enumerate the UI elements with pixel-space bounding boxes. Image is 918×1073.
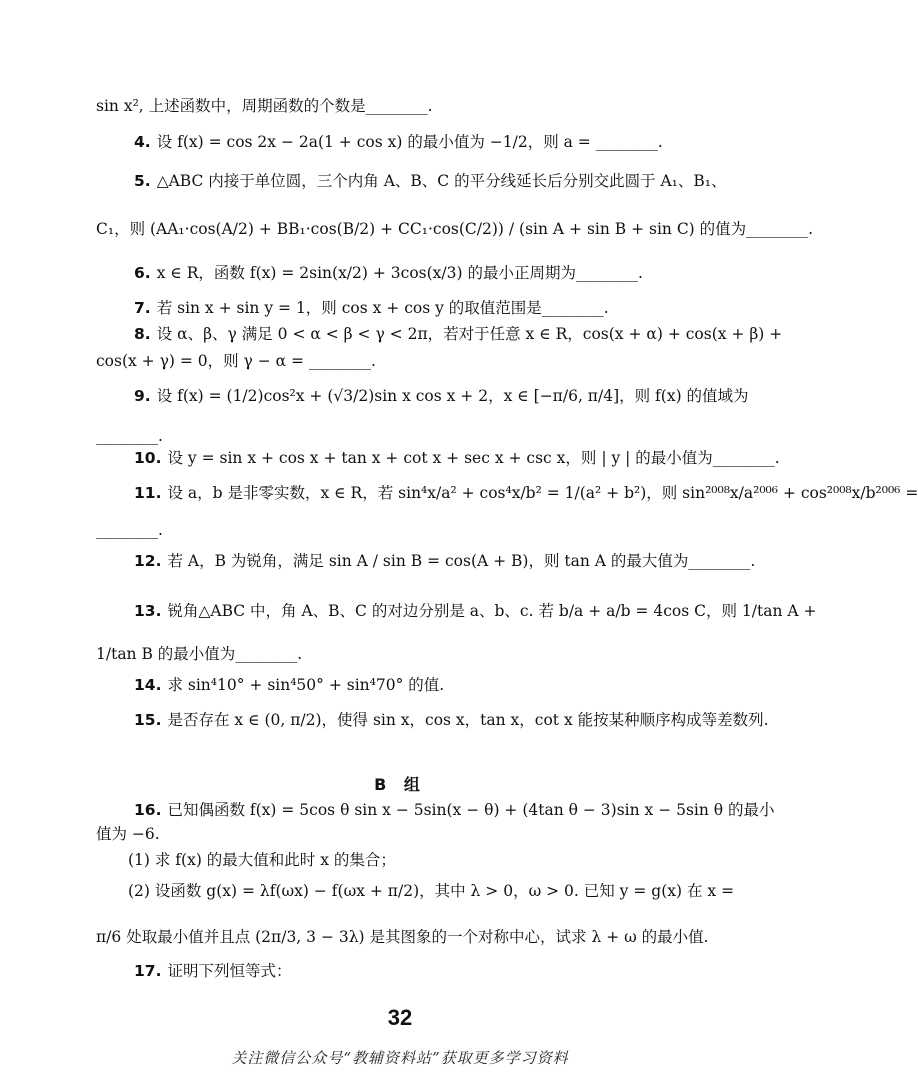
problem-11-continuation: ________.	[96, 521, 163, 539]
problem-9-continuation: ________.	[96, 427, 163, 445]
problem-15: 15. 是否存在 x ∈ (0, π/2)，使得 sin x，cos x，tan x，cot x 能按某种顺序构成等差数列.	[134, 711, 769, 729]
problem-8: 8. 设 α、β、γ 满足 0 < α < β < γ < 2π，若对于任意 x ∈ R，cos(x + α) + cos(x + β) +	[134, 325, 783, 343]
page-number: 32	[387, 1005, 413, 1030]
problem-16-part-2-continuation: π/6 处取最小值并且点 (2π/3, 3 − 3λ) 是其图象的一个对称中心，试求 λ + ω 的最小值.	[96, 928, 709, 946]
problem-7: 7. 若 sin x + sin y = 1，则 cos x + cos y 的取值范围是________.	[134, 299, 609, 317]
problem-16: 16. 已知偶函数 f(x) = 5cos θ sin x − 5sin(x − θ) + (4tan θ − 3)sin x − 5sin θ 的最小	[134, 801, 775, 819]
problem-17: 17. 证明下列恒等式：	[134, 962, 292, 980]
problem-13-continuation: 1/tan B 的最小值为________.	[96, 645, 303, 663]
problem-12: 12. 若 A，B 为锐角，满足 sin A / sin B = cos(A + B)，则 tan A 的最大值为________.	[134, 552, 756, 570]
problem-4: 4. 设 f(x) = cos 2x − 2a(1 + cos x) 的最小值为 −1/2，则 a = ________.	[134, 133, 663, 151]
problem-9: 9. 设 f(x) = (1/2)cos²x + (√3/2)sin x cos x + 2，x ∈ [−π/6, π/4]，则 f(x) 的值域为	[134, 387, 749, 405]
problem-5-continuation: C₁，则 (AA₁·cos(A/2) + BB₁·cos(B/2) + CC₁·cos(C/2)) / (sin A + sin B + sin C) 的值为________.	[96, 220, 814, 238]
problem-16-part-2: (2) 设函数 g(x) = λf(ωx) − f(ωx + π/2)，其中 λ > 0，ω > 0. 已知 y = g(x) 在 x =	[128, 882, 735, 900]
problem-16-part-1: (1) 求 f(x) 的最大值和此时 x 的集合；	[128, 851, 396, 869]
problem-6: 6. x ∈ R，函数 f(x) = 2sin(x/2) + 3cos(x/3) 的最小正周期为________.	[134, 264, 643, 282]
problem-11: 11. 设 a，b 是非零实数，x ∈ R，若 sin⁴x/a² + cos⁴x/b² = 1/(a² + b²)，则 sin²⁰⁰⁸x/a²⁰⁰⁶ + cos²⁰⁰⁸x/b²⁰⁰⁶ =	[134, 484, 918, 502]
problem-16-continuation: 值为 −6.	[96, 825, 160, 843]
section-title: B 组	[374, 775, 426, 794]
problem-3-continuation: sin x², 上述函数中，周期函数的个数是________.	[96, 97, 433, 115]
problem-10: 10. 设 y = sin x + cos x + tan x + cot x + sec x + csc x，则 | y | 的最小值为________.	[134, 449, 780, 467]
problem-13: 13. 锐角△ABC 中，角 A、B、C 的对边分别是 a、b、c. 若 b/a + a/b = 4cos C，则 1/tan A +	[134, 602, 817, 620]
problem-8-continuation: cos(x + γ) = 0，则 γ − α = ________.	[96, 352, 376, 370]
problem-5: 5. △ABC 内接于单位圆，三个内角 A、B、C 的平分线延长后分别交此圆于 A₁、B₁、	[134, 172, 727, 190]
footer-note: 关注微信公众号“教辅资料站”获取更多学习资料	[231, 1049, 569, 1067]
problem-14: 14. 求 sin⁴10° + sin⁴50° + sin⁴70° 的值.	[134, 676, 445, 694]
